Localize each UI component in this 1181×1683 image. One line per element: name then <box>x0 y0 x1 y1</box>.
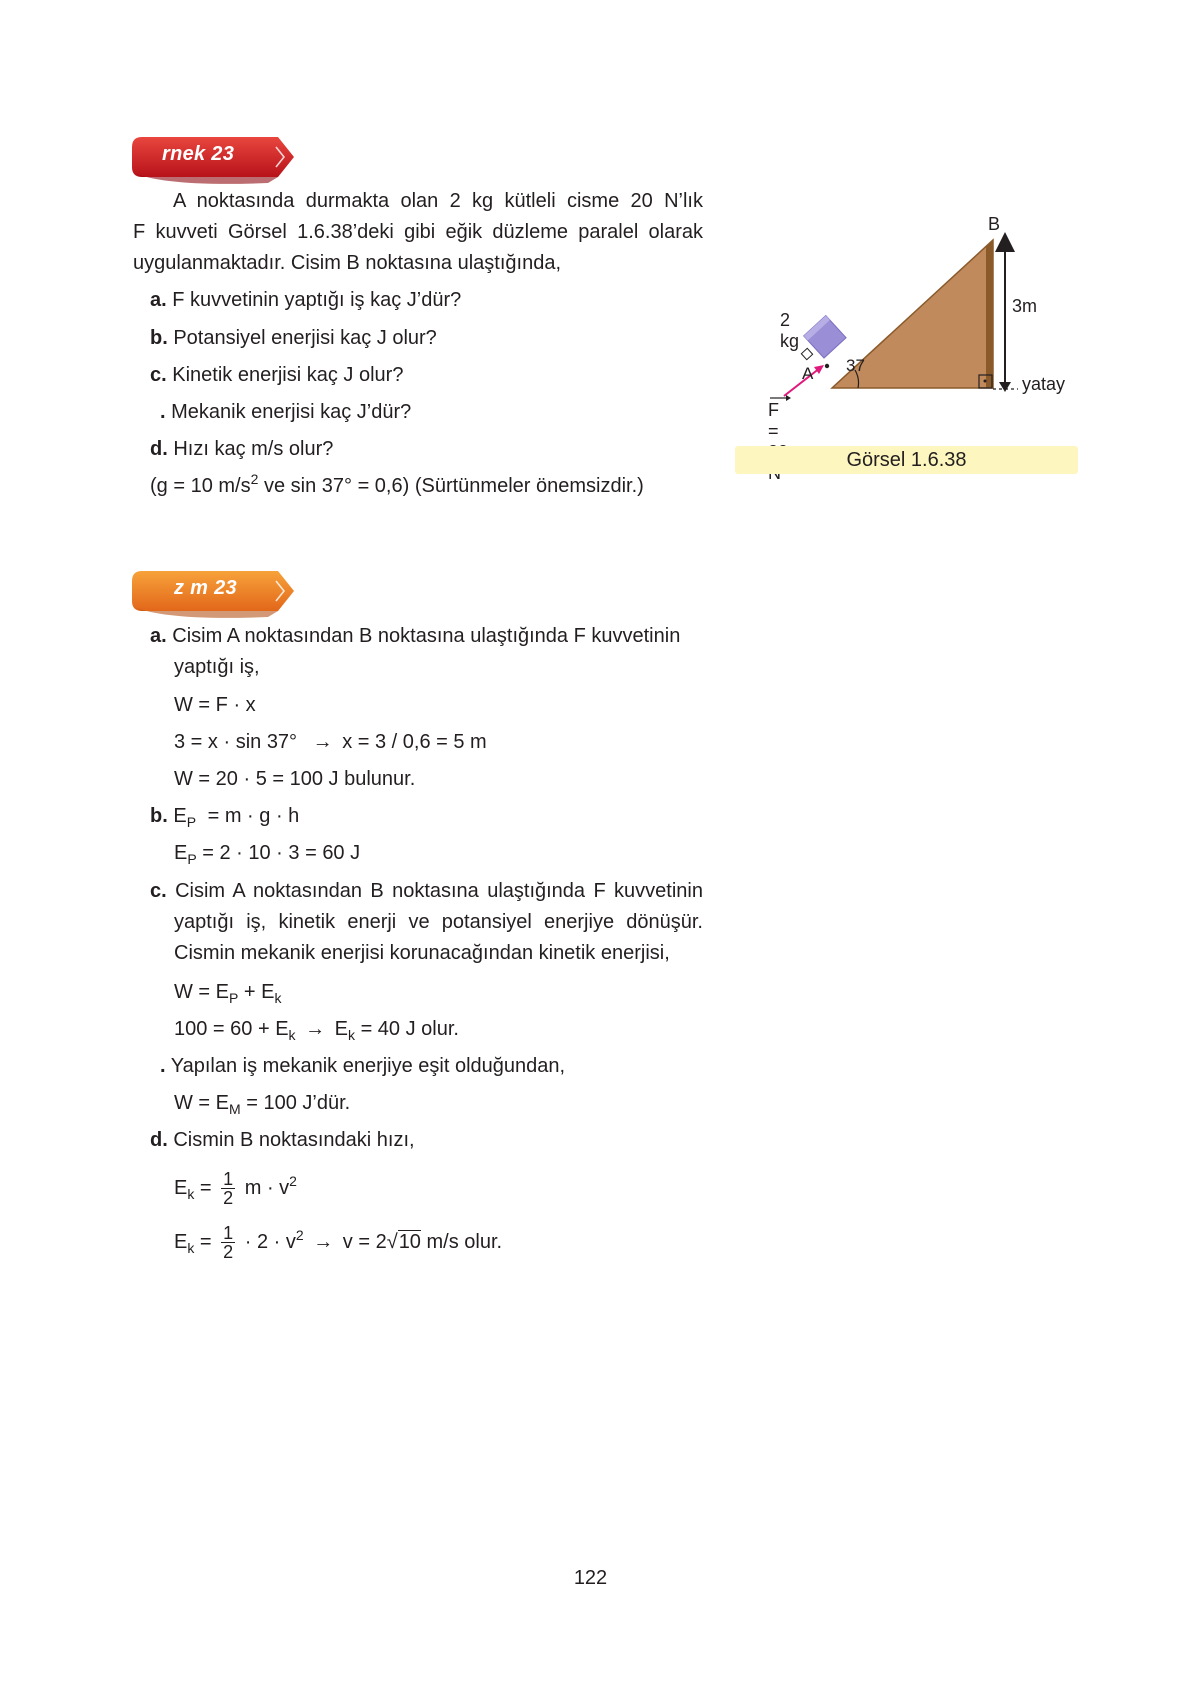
solution-label: . <box>160 1055 166 1077</box>
figure-caption: Görsel 1.6.38 <box>735 446 1078 474</box>
sub-k: k <box>288 1027 296 1043</box>
solution-d-eq2 <box>174 1222 502 1262</box>
solution-c-line3: Cismin mekanik enerjisi korunacağından kinetik enerjisi, <box>174 942 670 964</box>
label-horizontal: yatay <box>1022 374 1066 394</box>
intro-line-2: F kuvveti Görsel 1.6.38’deki gibi eğik düzleme paralel olarak <box>133 221 703 243</box>
question-label: c. <box>150 364 167 386</box>
solution-text: Cismin B noktasındaki hızı, <box>173 1129 415 1151</box>
solution-tag <box>128 567 303 623</box>
solution-text: Cisim A noktasından B noktasına ulaştığında F kuvvetinin <box>172 625 681 647</box>
fraction-half <box>221 1170 235 1207</box>
solution-label: c. <box>150 880 167 902</box>
example-tag-label: rnek 23 <box>162 143 235 165</box>
question-label: b. <box>150 327 168 349</box>
solution-text: Yapılan iş mekanik enerjiye eşit olduğundan, <box>170 1055 566 1077</box>
sub-p: P <box>229 990 239 1006</box>
solution-d-eq1 <box>174 1168 297 1208</box>
sub-k: k <box>187 1240 195 1256</box>
question-label: d. <box>150 438 168 460</box>
question-text: Potansiyel enerjisi kaç J olur? <box>173 327 437 349</box>
frac-num: 1 <box>223 1169 234 1190</box>
solution-b-eq2 <box>174 841 360 865</box>
incline-edge <box>986 240 993 388</box>
question-c <box>150 363 403 387</box>
label-height: 3m <box>1012 296 1038 316</box>
question-c2 <box>160 400 411 424</box>
solution-label: a. <box>150 625 167 647</box>
frac-num: 1 <box>223 1223 234 1244</box>
arrow-icon: → <box>313 1231 334 1253</box>
solution-a-eq1: W = F · x <box>174 694 256 716</box>
sub-m: M <box>229 1101 241 1117</box>
eq-v: v = 2 <box>342 1231 387 1253</box>
solution-b-eq1 <box>150 804 299 828</box>
question-text: Kinetik enerjisi kaç J olur? <box>172 364 404 386</box>
question-text: F kuvvetinin yaptığı iş kaç J’dür? <box>172 289 462 311</box>
eq-pre: W = E <box>174 981 230 1003</box>
eq-sign: = <box>194 1177 212 1199</box>
eq-rest: = 2 · 10 · 3 = 60 J <box>196 842 361 864</box>
sub-p: P <box>187 851 197 867</box>
solution-label: b. <box>150 805 168 827</box>
solution-a-eq3: W = 20 · 5 = 100 J bulunur. <box>174 768 416 790</box>
fraction-half <box>221 1224 235 1261</box>
sqrt-icon: √ <box>386 1231 398 1253</box>
label-force: F = <box>768 400 779 441</box>
given-values <box>150 471 644 498</box>
eq-rest: = m · g · h <box>202 805 300 827</box>
solution-d-line <box>150 1128 415 1152</box>
energy-symbol: E <box>174 1231 188 1253</box>
solution-a-line1 <box>150 624 680 648</box>
frac-den: 2 <box>223 1242 234 1263</box>
question-label: a. <box>150 289 167 311</box>
energy-symbol: E <box>334 1018 349 1040</box>
eq-end: m/s olur. <box>420 1231 503 1253</box>
solution-label: d. <box>150 1129 168 1151</box>
solution-c2-eq <box>174 1091 350 1115</box>
label-angle: 37 <box>846 356 865 375</box>
sub-p: P <box>186 814 197 830</box>
intro-line-1: A noktasında durmakta olan 2 kg kütleli cisme 20 N’lık <box>173 190 703 212</box>
question-label: . <box>160 401 166 423</box>
solution-c2-line <box>160 1054 565 1078</box>
page-number: 122 <box>573 1567 608 1589</box>
eq-left: 3 = x · sin 37° <box>174 731 298 753</box>
energy-symbol: E <box>173 805 187 827</box>
block-right-angle <box>801 348 812 359</box>
question-d <box>150 437 333 461</box>
given-sup: 2 <box>250 471 259 487</box>
solution-a-line2: yaptığı iş, <box>174 656 260 678</box>
label-b: B <box>988 214 1001 234</box>
question-text: Mekanik enerjisi kaç J’dür? <box>171 401 412 423</box>
eq-post: = 100 J’dür. <box>240 1092 351 1114</box>
eq-plus: + E <box>238 981 275 1003</box>
solution-tag-label: z m 23 <box>174 577 237 599</box>
energy-symbol: E <box>174 842 188 864</box>
label-mass: 2 kg <box>780 310 800 351</box>
eq-right: x = 3 / 0,6 = 5 m <box>342 731 487 753</box>
point-a <box>825 364 829 368</box>
frac-den: 2 <box>223 1188 234 1209</box>
question-b <box>150 326 437 350</box>
solution-text: Cisim A noktasından B noktasına ulaştığında F kuvvetinin <box>175 880 703 902</box>
sub-k: k <box>348 1027 356 1043</box>
given-post: ve sin 37° = 0,6) (Sürtünmeler önemsizdir.) <box>258 475 644 497</box>
sub-k: k <box>187 1186 195 1202</box>
solution-a-eq2 <box>174 730 487 754</box>
solution-c-line2: yaptığı iş, kinetik enerji ve potansiyel enerjiye dönüşür. <box>174 911 703 933</box>
sup-2: 2 <box>289 1173 297 1189</box>
intro-line-3: uygulanmaktadır. Cisim B noktasına ulaştığında, <box>133 252 562 274</box>
eq-mid: · 2 · v <box>244 1231 296 1253</box>
eq-sign: = <box>194 1231 212 1253</box>
eq-pre: 100 = 60 + E <box>174 1018 289 1040</box>
arrow-icon: → <box>312 731 333 753</box>
sub-k: k <box>274 990 282 1006</box>
example-tag <box>128 133 303 189</box>
question-text: Hızı kaç m/s olur? <box>173 438 334 460</box>
arrow-icon: → <box>305 1018 326 1040</box>
eq-rest: m · v <box>244 1177 290 1199</box>
sqrt-value: 10 <box>398 1231 421 1253</box>
given-pre: (g = 10 m/s <box>150 475 251 497</box>
eq-pre: W = E <box>174 1092 230 1114</box>
question-a <box>150 288 461 312</box>
energy-symbol: E <box>174 1177 188 1199</box>
label-a: A <box>802 364 814 383</box>
eq-post: = 40 J olur. <box>355 1018 459 1040</box>
solution-c-eq2 <box>174 1017 459 1041</box>
sup-2: 2 <box>295 1227 304 1243</box>
solution-c-line1 <box>150 876 703 907</box>
solution-c-eq1 <box>174 980 282 1004</box>
